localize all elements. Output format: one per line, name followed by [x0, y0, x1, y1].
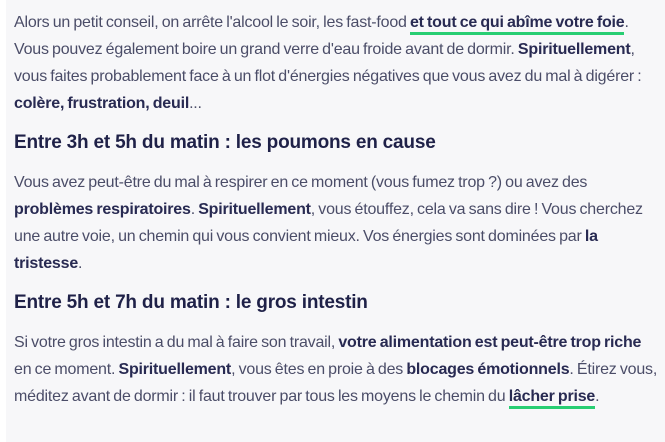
text-run: Alors un petit conseil, on arrête l'alcool le soir, les fast-food: [14, 14, 410, 31]
bold-text-run: Spirituellement: [118, 361, 232, 378]
text-run: Si votre gros intestin a du mal à faire son travail,: [14, 334, 339, 351]
bold-text-run: la tristesse: [14, 228, 598, 272]
page-left-edge: [0, 0, 6, 442]
bold-text-run: Spirituellement: [517, 41, 631, 58]
text-run: . Vous pouvez également boire un grand verre d'eau froide avant de dormir.: [14, 14, 629, 58]
letting-go-link[interactable]: lâcher prise: [509, 388, 595, 409]
text-run: en ce moment.: [14, 361, 119, 378]
text-run: , vous faites probablement face à un flot d'énergies négatives que vous avez du mal à digérer :: [14, 41, 642, 85]
section-heading-large-intestine: Entre 5h et 7h du matin : le gros intestin: [14, 292, 368, 313]
bold-text-run: votre alimentation est peut-être trop riche: [338, 334, 642, 351]
text-run: . Étirez vous, méditez avant de dormir : il faut trouver par tous les moyens le chemin du: [14, 361, 658, 405]
liver-damage-link[interactable]: et tout ce qui abîme votre foie: [410, 14, 625, 35]
text-run: ...: [189, 95, 202, 112]
paragraph-large-intestine: [14, 329, 658, 410]
text-run: , vous êtes en proie à des: [231, 361, 407, 378]
bold-text-run: Spirituellement: [198, 201, 311, 218]
bold-text-run: colère, frustration, deuil: [14, 95, 190, 112]
text-run: Vous avez peut-être du mal à respirer en ce moment (vous fumez trop ?) ou avez des: [14, 174, 588, 191]
section-heading-lungs: Entre 3h et 5h du matin : les poumons en cause: [14, 132, 436, 153]
bold-text-run: problèmes respiratoires: [14, 201, 191, 218]
paragraph-liver-advice: [14, 9, 658, 117]
text-run: , vous étouffez, cela va sans dire ! Vous cherchez une autre voie, un chemin qui vous convient mieux. Vos énergies sont dominées par: [14, 201, 643, 245]
text-run: .: [595, 388, 600, 405]
bold-text-run: blocages émotionnels: [406, 361, 570, 378]
text-run: .: [190, 201, 199, 218]
paragraph-lungs: [14, 169, 658, 277]
text-run: .: [78, 255, 83, 272]
